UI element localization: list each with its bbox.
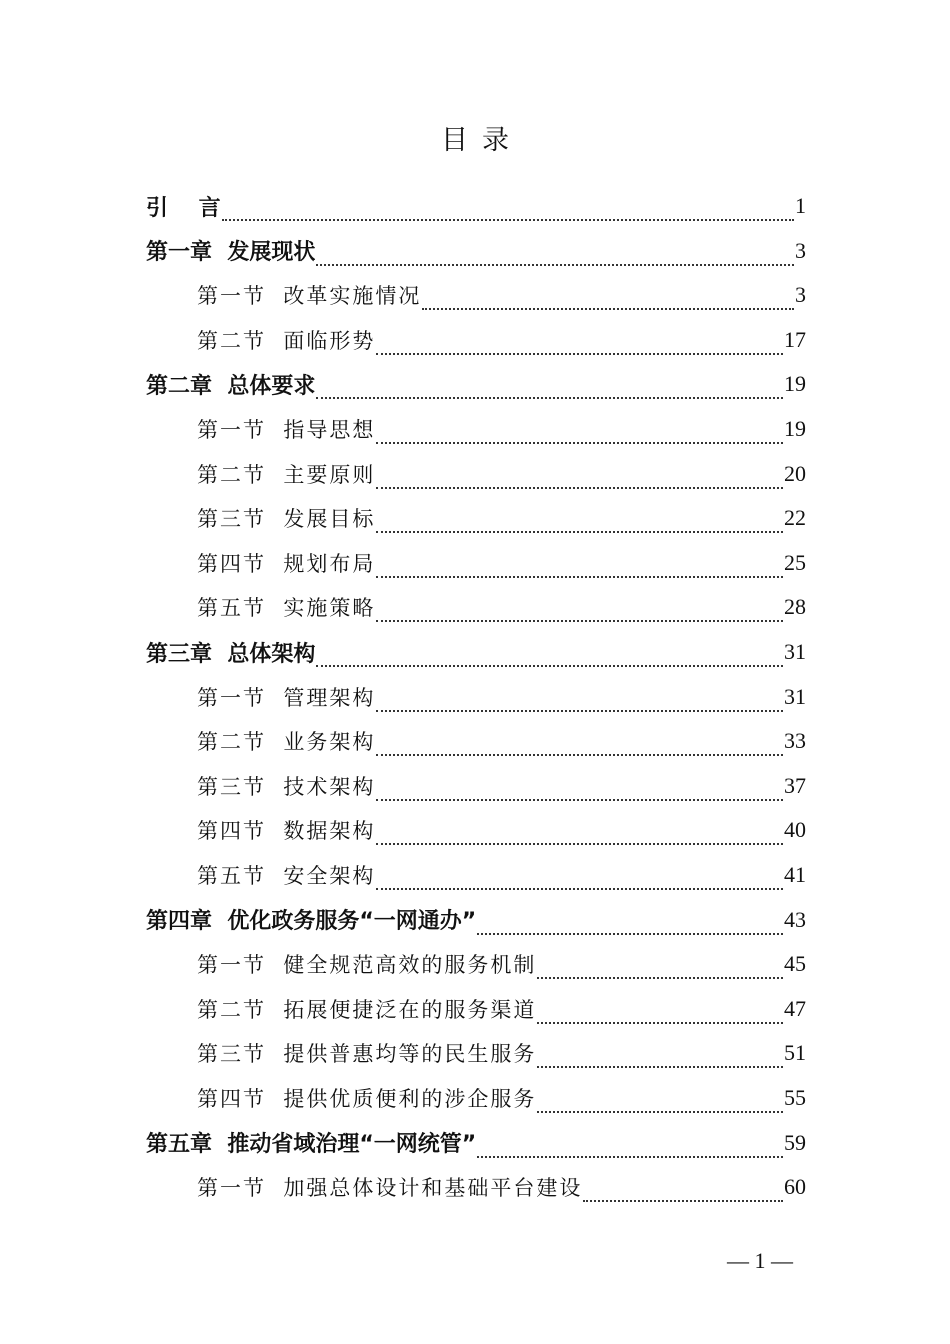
- toc-entry-label: 第四节 规划布局: [197, 551, 376, 576]
- toc-entry-label: 第四节 数据架构: [197, 819, 376, 844]
- toc-entry-page: 20: [784, 460, 806, 486]
- toc-entry-label: 第二章 总体要求: [146, 373, 316, 399]
- toc-entry-section[interactable]: [197, 942, 806, 986]
- dot-leader: [376, 598, 783, 622]
- toc-entry-section[interactable]: [197, 1031, 806, 1075]
- dot-leader: [376, 821, 783, 845]
- toc-entry-page: 37: [784, 772, 806, 798]
- toc-entry-label: 第一节 管理架构: [197, 685, 376, 710]
- toc-entry-label: 第三节 技术架构: [197, 774, 376, 799]
- toc-entry-chapter[interactable]: [146, 229, 806, 273]
- dot-leader: [316, 643, 783, 667]
- dot-leader: [376, 688, 783, 712]
- toc-entry-label: 第二节 主要原则: [197, 462, 376, 487]
- toc-entry-page: 3: [795, 282, 806, 308]
- toc-entry-page: 59: [784, 1129, 806, 1155]
- page-title: 目录: [441, 125, 523, 156]
- toc-entry-label: 引 言: [146, 195, 221, 221]
- toc-entry-page: 43: [784, 906, 806, 932]
- toc-entry-section[interactable]: [197, 987, 806, 1031]
- toc-entry-chapter[interactable]: [146, 1121, 806, 1165]
- dot-leader: [477, 911, 783, 935]
- toc-entry-page: 45: [784, 951, 806, 977]
- dot-leader: [477, 1134, 783, 1158]
- toc-entry-page: 19: [784, 371, 806, 397]
- toc-entry-label: 第一节 改革实施情况: [197, 284, 422, 309]
- dot-leader: [583, 1178, 783, 1202]
- toc-entry-page: 31: [784, 683, 806, 709]
- toc-entry-label: 第一节 指导思想: [197, 418, 376, 442]
- dot-leader: [376, 554, 783, 578]
- toc-entry-label: 第一节 健全规范高效的服务机制: [197, 953, 537, 978]
- toc-entry-page: 40: [784, 817, 806, 843]
- toc-entry-chapter[interactable]: [146, 898, 806, 942]
- toc-entry-label: 第二节 面临形势: [197, 328, 376, 353]
- toc-entry-section[interactable]: [197, 1165, 806, 1209]
- toc-entry-label: 第四节 提供优质便利的涉企服务: [197, 1087, 537, 1111]
- toc-entry-page: 25: [784, 549, 806, 575]
- toc-entry-section[interactable]: [197, 764, 806, 808]
- dot-leader: [537, 955, 783, 979]
- dot-leader: [376, 777, 783, 801]
- dot-leader: [376, 732, 783, 756]
- toc-entry-page: 22: [784, 505, 806, 531]
- toc-entry-label: 第五章 推动省域治理“一网统管”: [146, 1132, 477, 1158]
- toc-entry-page: 17: [784, 326, 806, 352]
- toc-entry-page: 55: [784, 1085, 806, 1110]
- dot-leader: [537, 1000, 783, 1024]
- toc-entry-section[interactable]: [197, 719, 806, 763]
- dot-leader: [316, 242, 794, 266]
- dot-leader: [376, 866, 783, 890]
- toc-entry-label: 第一节 加强总体设计和基础平台建设: [197, 1176, 583, 1201]
- page-number: — 1 —: [727, 1248, 793, 1273]
- toc-entry-section[interactable]: [197, 407, 806, 451]
- toc-entry-section[interactable]: [197, 675, 806, 719]
- toc-entry-section[interactable]: [197, 1076, 806, 1120]
- toc-entry-section[interactable]: [197, 318, 806, 362]
- toc-entry-page: 41: [784, 862, 806, 887]
- dot-leader: [422, 286, 794, 310]
- toc-entry-label: 第二节 业务架构: [197, 730, 376, 755]
- toc-entry-page: 28: [784, 594, 806, 620]
- toc-entry-label: 第三节 发展目标: [197, 507, 376, 532]
- toc-entry-label: 第五节 实施策略: [197, 596, 376, 621]
- toc-entry-page: 51: [784, 1040, 806, 1066]
- dot-leader: [376, 465, 783, 489]
- toc-entry-section[interactable]: [197, 541, 806, 585]
- dot-leader: [376, 420, 783, 444]
- dot-leader: [537, 1044, 783, 1068]
- toc-entry-section[interactable]: [197, 808, 806, 852]
- dot-leader: [537, 1089, 783, 1113]
- toc-entry-chapter[interactable]: [146, 630, 806, 674]
- toc-entry-page: 31: [784, 639, 806, 664]
- toc-entry-section[interactable]: [197, 452, 806, 496]
- toc-entry-label: 第五节 安全架构: [197, 864, 376, 888]
- dot-leader: [316, 375, 783, 399]
- toc-entry-page: 33: [784, 728, 806, 754]
- toc-entry-label: 第一章 发展现状: [146, 240, 316, 266]
- toc-entry-label: 第三章 总体架构: [146, 641, 316, 667]
- dot-leader: [376, 509, 783, 533]
- toc-entry-section[interactable]: [197, 273, 806, 317]
- toc-entry-page: 19: [784, 416, 806, 441]
- dot-leader: [376, 331, 783, 355]
- toc-entry-chapter[interactable]: [146, 184, 806, 228]
- toc-entry-section[interactable]: [197, 585, 806, 629]
- toc-entry-label: 第二节 拓展便捷泛在的服务渠道: [197, 997, 537, 1022]
- toc-entry-page: 3: [795, 237, 806, 263]
- toc-entry-page: 1: [795, 193, 806, 218]
- toc-entry-page: 47: [784, 995, 806, 1021]
- toc-entry-page: 60: [784, 1174, 806, 1200]
- dot-leader: [222, 197, 794, 221]
- toc-entry-label: 第四章 优化政务服务“一网通办”: [146, 909, 477, 935]
- toc-entry-section[interactable]: [197, 853, 806, 897]
- toc-entry-section[interactable]: [197, 496, 806, 540]
- toc-entry-label: 第三节 提供普惠均等的民生服务: [197, 1042, 537, 1067]
- toc-entry-chapter[interactable]: [146, 362, 806, 406]
